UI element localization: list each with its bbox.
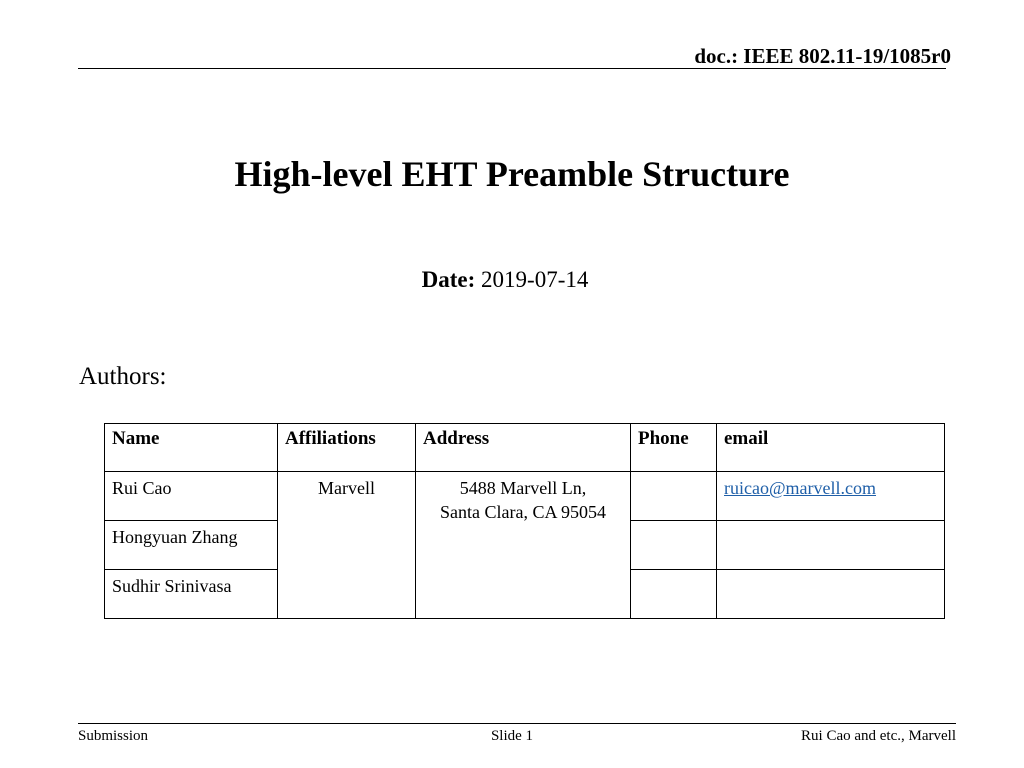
address-line-2: Santa Clara, CA 95054 xyxy=(440,502,606,522)
author-phone xyxy=(631,521,717,570)
column-header-affiliations: Affiliations xyxy=(278,424,416,472)
column-header-email: email xyxy=(717,424,945,472)
author-email-cell xyxy=(717,472,945,521)
author-name: Rui Cao xyxy=(105,472,278,521)
author-phone xyxy=(631,472,717,521)
author-affiliation: Marvell xyxy=(278,472,416,619)
author-email-cell xyxy=(717,570,945,619)
table-row xyxy=(105,472,945,521)
author-address xyxy=(416,472,631,619)
table-header-row xyxy=(105,424,945,472)
date-line xyxy=(0,267,1010,293)
footer-divider xyxy=(78,723,956,724)
document-id: doc.: IEEE 802.11-19/1085r0 xyxy=(694,44,951,68)
address-line-1: 5488 Marvell Ln, xyxy=(459,478,587,498)
authors-heading: Authors: xyxy=(79,363,167,390)
column-header-phone: Phone xyxy=(631,424,717,472)
footer-slide-number: Slide 1 xyxy=(490,728,534,744)
author-phone xyxy=(631,570,717,619)
author-email-cell xyxy=(717,521,945,570)
column-header-address: Address xyxy=(416,424,631,472)
authors-table xyxy=(104,423,945,619)
date-value: 2019-07-14 xyxy=(481,267,589,292)
slide-title: High-level EHT Preamble Structure xyxy=(234,154,790,194)
header-divider xyxy=(78,68,946,69)
author-name: Sudhir Srinivasa xyxy=(105,570,278,619)
column-header-name: Name xyxy=(105,424,278,472)
footer-submission: Submission xyxy=(78,728,149,744)
author-email-link[interactable]: ruicao@marvell.com xyxy=(724,478,877,498)
date-label: Date: xyxy=(421,267,476,292)
footer-author-credit: Rui Cao and etc., Marvell xyxy=(801,728,956,744)
author-name: Hongyuan Zhang xyxy=(105,521,278,570)
